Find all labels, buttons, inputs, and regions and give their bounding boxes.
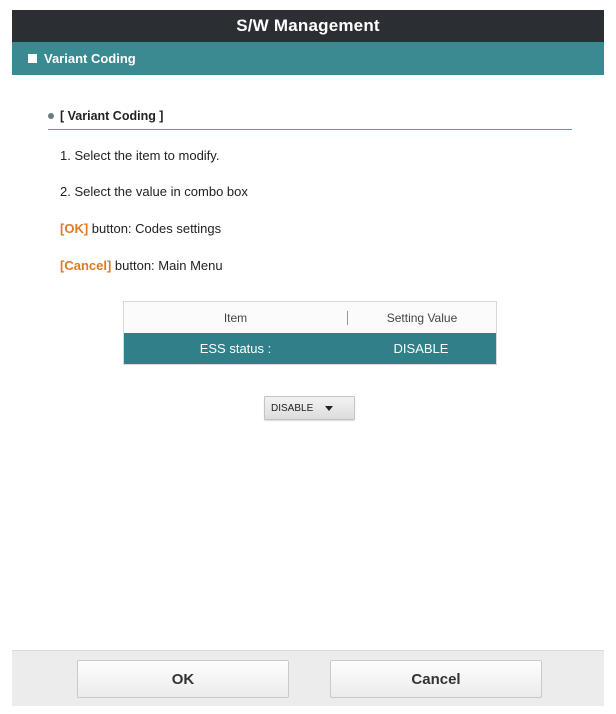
column-header-item: Item bbox=[124, 311, 348, 325]
ok-button[interactable]: OK bbox=[77, 660, 289, 698]
table-row[interactable] bbox=[124, 333, 496, 364]
instruction-cancel bbox=[60, 258, 223, 273]
ok-key-description: button: Codes settings bbox=[88, 221, 222, 236]
dot-bullet-icon bbox=[48, 113, 54, 119]
window-title-bar bbox=[12, 10, 604, 42]
chevron-down-icon bbox=[325, 406, 333, 411]
table-cell-item: ESS status : bbox=[199, 341, 272, 356]
setting-value-combo-box[interactable] bbox=[264, 396, 355, 420]
instruction-step-2: 2. Select the value in combo box bbox=[60, 184, 248, 199]
window-title: S/W Management bbox=[236, 16, 380, 35]
combo-selected-value: DISABLE bbox=[271, 402, 314, 414]
footer-bar bbox=[12, 650, 604, 706]
square-bullet-icon bbox=[28, 54, 37, 63]
column-header-setting-value: Setting Value bbox=[386, 310, 458, 325]
ok-key-label: [OK] bbox=[60, 221, 89, 236]
variant-table bbox=[123, 301, 497, 365]
variant-coding-heading bbox=[48, 109, 163, 123]
instruction-ok bbox=[60, 221, 221, 236]
cancel-key-label: [Cancel] bbox=[60, 258, 112, 273]
variant-coding-heading-text: [ Variant Coding ] bbox=[60, 109, 164, 123]
cancel-key-description: button: Main Menu bbox=[111, 258, 223, 273]
table-header-row bbox=[124, 302, 496, 333]
main-content bbox=[12, 75, 604, 650]
instruction-step-1: 1. Select the item to modify. bbox=[60, 148, 220, 163]
section-header bbox=[12, 42, 604, 75]
heading-divider bbox=[48, 129, 572, 130]
cancel-button[interactable]: Cancel bbox=[330, 660, 542, 698]
section-header-label: Variant Coding bbox=[44, 51, 136, 66]
table-cell-value: DISABLE bbox=[393, 341, 449, 356]
